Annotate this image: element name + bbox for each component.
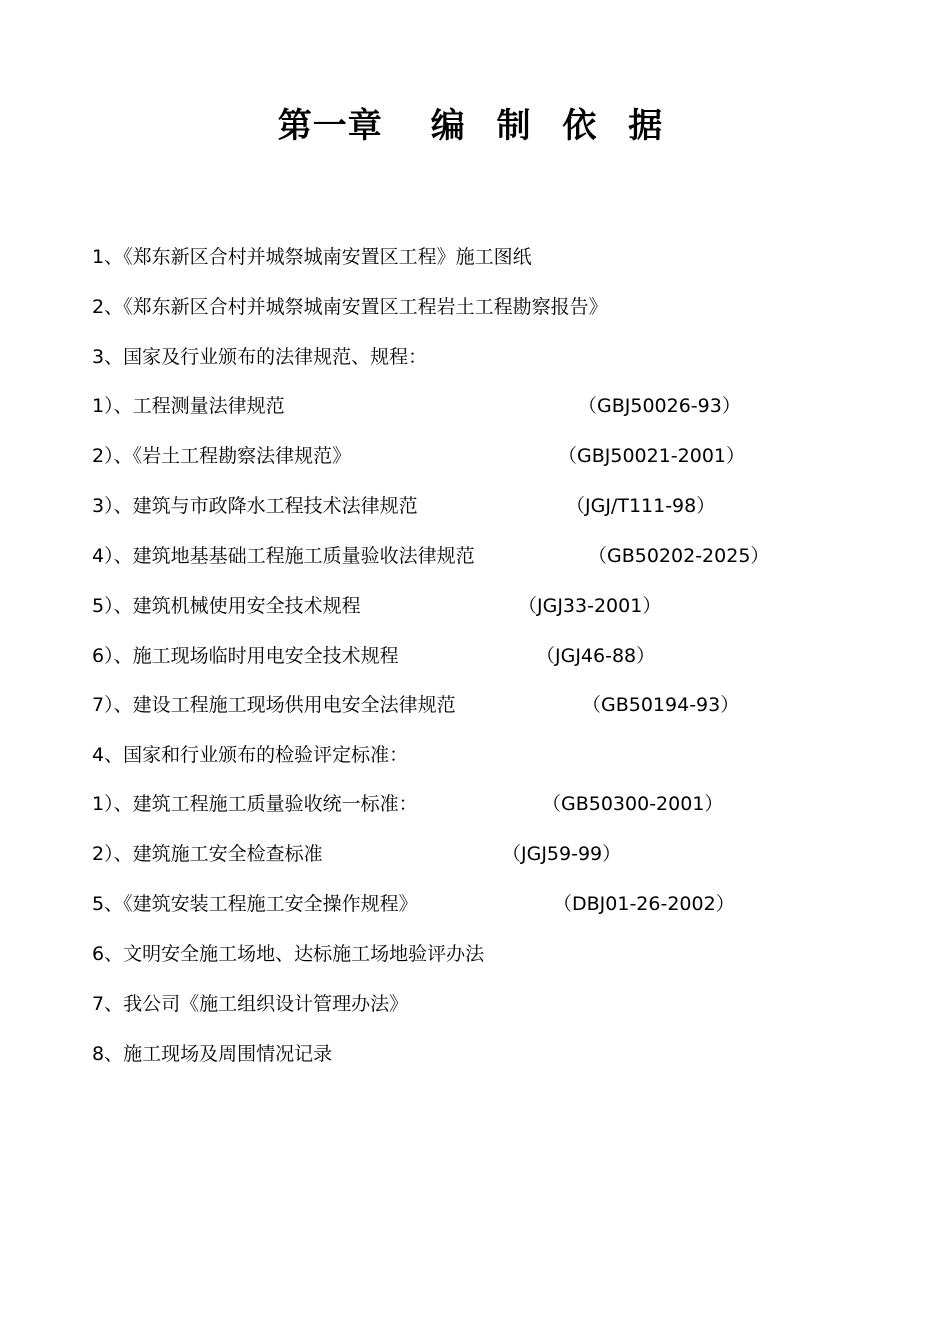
- list-item: 1）、建筑工程施工质量验收统一标准：: [92, 793, 418, 815]
- chapter-name: 编 制 依 据: [430, 106, 673, 146]
- list-item: 7、我公司《施工组织设计管理办法》: [92, 993, 409, 1015]
- list-item: 1）、工程测量法律规范: [92, 395, 285, 417]
- list-item: 4、国家和行业颁布的检验评定标准：: [92, 744, 409, 766]
- list-item: 2）、《岩土工程勘察法律规范》: [92, 445, 352, 467]
- list-item: 5）、建筑机械使用安全技术规程: [92, 595, 361, 617]
- list-item: 2）、建筑施工安全检查标准: [92, 843, 323, 865]
- standard-code: （JGJ59-99）: [502, 843, 622, 865]
- standard-code: （GB50194-93）: [582, 694, 740, 716]
- list-item: 7）、建设工程施工现场供用电安全法律规范: [92, 694, 456, 716]
- list-item: 8、施工现场及周围情况记录: [92, 1043, 333, 1065]
- list-item: 6、文明安全施工场地、达标施工场地验评办法: [92, 943, 485, 965]
- list-item: 3、国家及行业颁布的法律规范、规程：: [92, 346, 428, 368]
- standard-code: （DBJ01-26-2002）: [553, 893, 735, 915]
- list-item: 2、《郑东新区合村并城祭城南安置区工程岩土工程勘察报告》: [92, 296, 608, 318]
- chapter-number: 第一章: [277, 106, 383, 146]
- page-title: [0, 104, 950, 148]
- list-item: 5、《建筑安装工程施工安全操作规程》: [92, 893, 418, 915]
- standard-code: （JGJ33-2001）: [518, 595, 662, 617]
- standard-code: （GBJ50021-2001）: [558, 445, 746, 467]
- standard-code: （JGJ/T111-98）: [566, 495, 716, 517]
- list-item: 3）、建筑与市政降水工程技术法律规范: [92, 495, 418, 517]
- standard-code: （GB50300-2001）: [542, 793, 724, 815]
- list-item: 1、《郑东新区合村并城祭城南安置区工程》施工图纸: [92, 246, 532, 268]
- standard-code: （GB50202-2025）: [588, 545, 770, 567]
- standard-code: （JGJ46-88）: [536, 645, 656, 667]
- list-item: 4）、建筑地基基础工程施工质量验收法律规范: [92, 545, 475, 567]
- standard-code: （GBJ50026-93）: [578, 395, 741, 417]
- list-item: 6）、施工现场临时用电安全技术规程: [92, 645, 399, 667]
